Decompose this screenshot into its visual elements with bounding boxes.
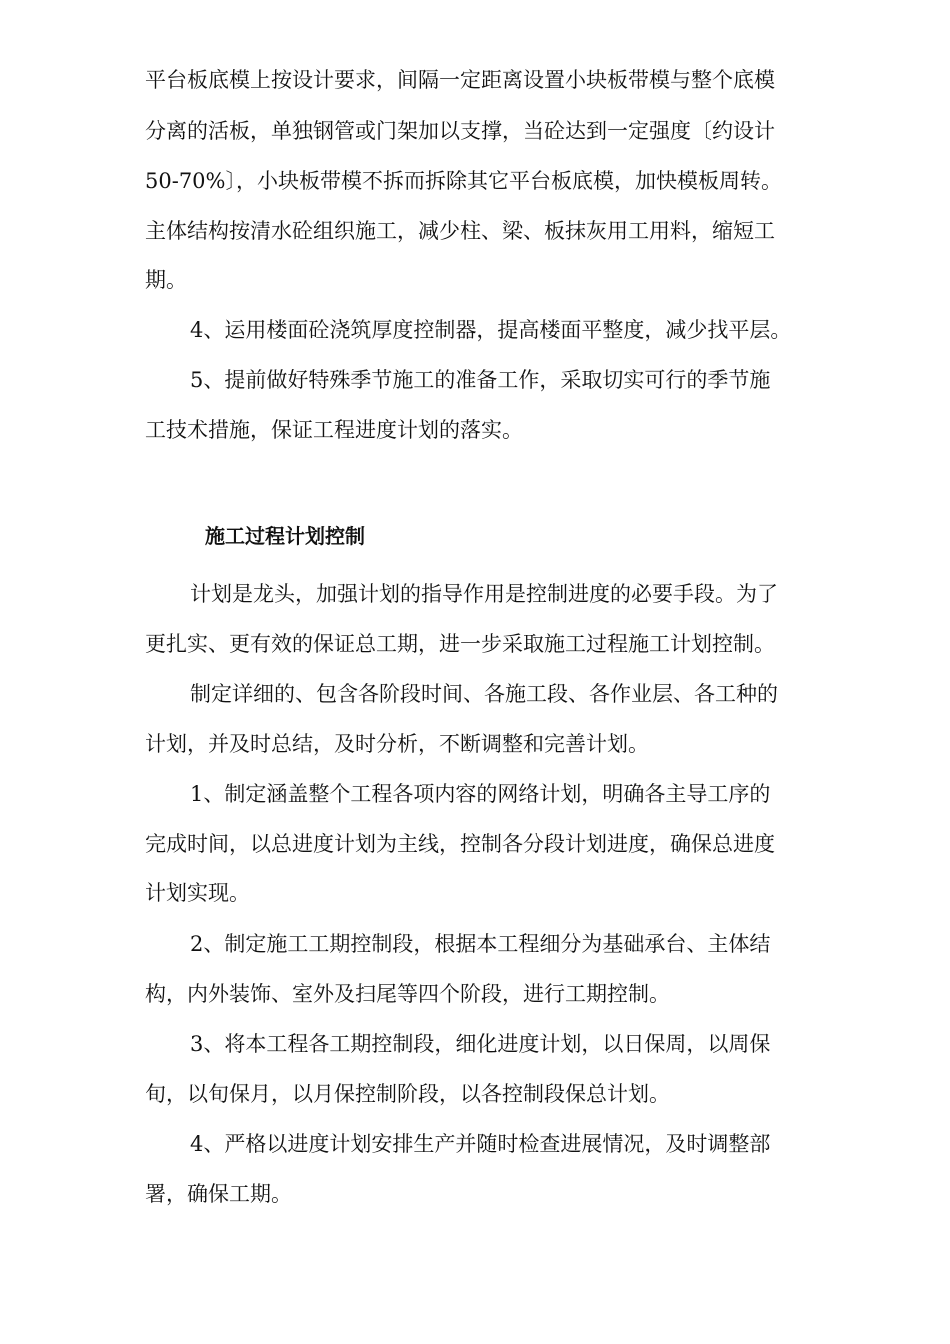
paragraph-line: 主体结构按清水砼组织施工，减少柱、梁、板抹灰用工用料，缩短工 — [145, 219, 775, 243]
paragraph-line: 平台板底模上按设计要求，间隔一定距离设置小块板带模与整个底模 — [145, 68, 775, 92]
list-item-5: 5、提前做好特殊季节施工的准备工作，采取切实可行的季节施 — [190, 368, 771, 392]
intro-paragraph-2: 制定详细的、包含各阶段时间、各施工段、各作业层、各工种的 — [190, 682, 778, 706]
intro-paragraph-1: 计划是龙头，加强计划的指导作用是控制进度的必要手段。为了 — [190, 582, 778, 606]
section-heading: 施工过程计划控制 — [205, 524, 365, 548]
paragraph-line: 50-70%〕，小块板带模不拆而拆除其它平台板底模，加快模板周转。 — [145, 169, 782, 193]
paragraph-line: 构，内外装饰、室外及扫尾等四个阶段，进行工期控制。 — [145, 982, 670, 1006]
paragraph-line: 期。 — [145, 268, 187, 292]
paragraph-line: 计划，并及时总结，及时分析，不断调整和完善计划。 — [145, 732, 649, 756]
list-item-2: 2、制定施工工期控制段，根据本工程细分为基础承台、主体结 — [190, 932, 771, 956]
list-item-1: 1、制定涵盖整个工程各项内容的网络计划，明确各主导工序的 — [190, 782, 771, 806]
list-item-4: 4、严格以进度计划安排生产并随时检查进展情况，及时调整部 — [190, 1132, 771, 1156]
paragraph-line: 更扎实、更有效的保证总工期，进一步采取施工过程施工计划控制。 — [145, 632, 775, 656]
paragraph-line: 工技术措施，保证工程进度计划的落实。 — [145, 418, 523, 442]
paragraph-line: 署，确保工期。 — [145, 1182, 292, 1206]
paragraph-line: 计划实现。 — [145, 881, 250, 905]
paragraph-line: 完成时间，以总进度计划为主线，控制各分段计划进度，确保总进度 — [145, 832, 775, 856]
list-item-4: 4、运用楼面砼浇筑厚度控制器，提高楼面平整度，减少找平层。 — [190, 318, 792, 342]
paragraph-line: 旬，以旬保月，以月保控制阶段，以各控制段保总计划。 — [145, 1082, 670, 1106]
list-item-3: 3、将本工程各工期控制段，细化进度计划，以日保周，以周保 — [190, 1032, 771, 1056]
paragraph-line: 分离的活板，单独钢管或门架加以支撑，当砼达到一定强度〔约设计 — [145, 119, 775, 143]
